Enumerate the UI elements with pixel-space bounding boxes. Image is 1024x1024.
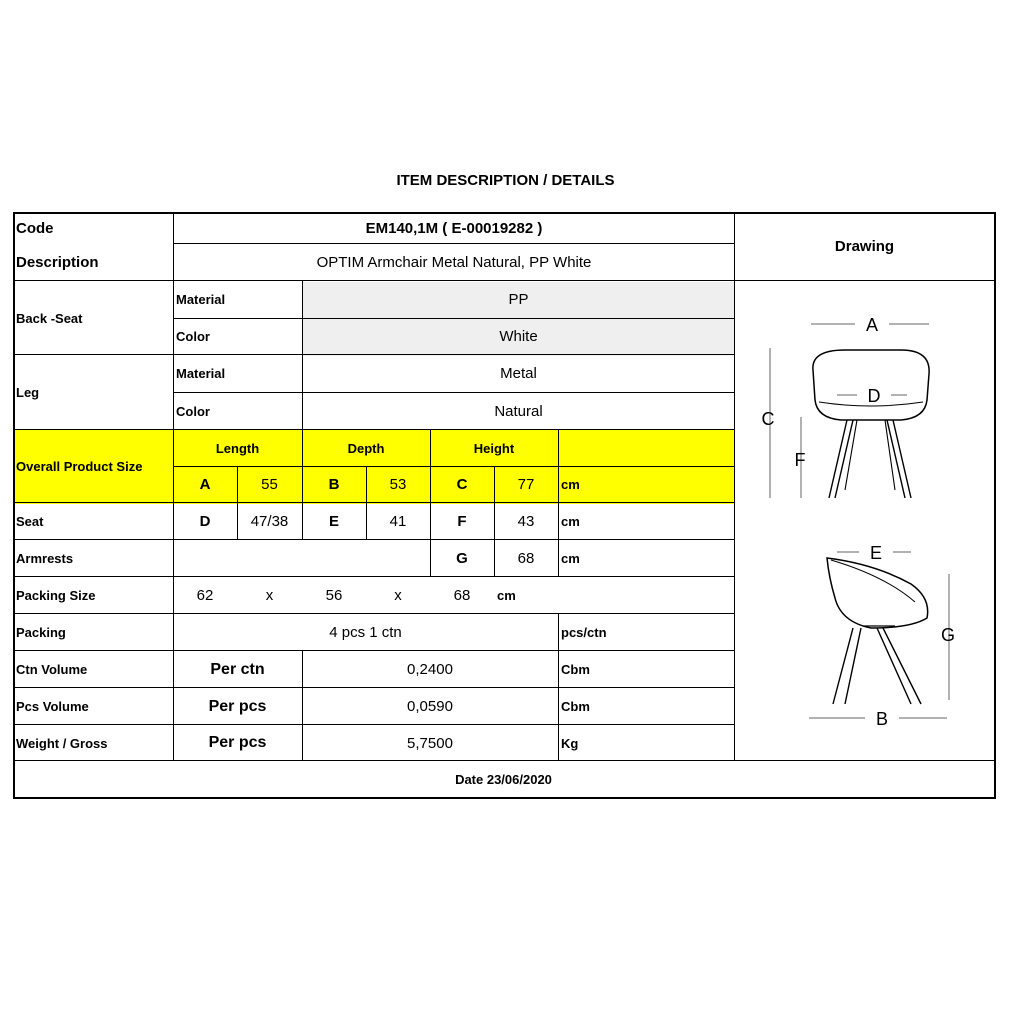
pcs-volume-unit: Cbm bbox=[561, 699, 590, 714]
back-seat-color-label: Color bbox=[176, 329, 210, 344]
ctn-volume-label: Ctn Volume bbox=[16, 662, 88, 677]
description-label: Description bbox=[16, 254, 99, 271]
dim-d-value: 47/38 bbox=[250, 513, 289, 530]
overall-size-label: Overall Product Size bbox=[16, 459, 143, 474]
date-footer: Date 23/06/2020 bbox=[455, 771, 552, 787]
description-value: OPTIM Armchair Metal Natural, PP White bbox=[316, 254, 592, 271]
leg-label: Leg bbox=[16, 385, 40, 400]
pcs-volume-value: 0,0590 bbox=[407, 698, 453, 715]
letter-d: D bbox=[867, 386, 881, 406]
weight-unit: Kg bbox=[561, 735, 579, 751]
chair-side-view bbox=[809, 552, 949, 718]
chair-dimension-drawing bbox=[735, 282, 994, 760]
weight-label: Weight / Gross bbox=[16, 735, 108, 751]
dim-f-value: 43 bbox=[517, 513, 535, 530]
depth-header: Depth bbox=[347, 440, 385, 456]
back-seat-material-value: PP bbox=[508, 291, 529, 308]
letter-a: A bbox=[865, 315, 879, 335]
packing-size-unit: cm bbox=[497, 588, 516, 603]
pcs-volume-label: Pcs Volume bbox=[16, 699, 89, 714]
dim-e-value: 41 bbox=[389, 513, 407, 530]
length-header: Length bbox=[215, 440, 260, 456]
packing-value: 4 pcs 1 ctn bbox=[329, 624, 402, 641]
armrests-label: Armrests bbox=[16, 551, 74, 566]
packing-size-label: Packing Size bbox=[16, 588, 96, 603]
dim-f-label: F bbox=[457, 513, 467, 530]
seat-unit: cm bbox=[561, 514, 580, 529]
seat-label: Seat bbox=[16, 514, 44, 529]
packing-size-x: x bbox=[394, 587, 402, 604]
dimension-letters bbox=[762, 315, 956, 729]
letter-g: G bbox=[940, 625, 956, 645]
packing-unit: pcs/ctn bbox=[561, 625, 607, 640]
packing-size-x: x bbox=[265, 587, 274, 604]
dim-b-label: B bbox=[328, 476, 340, 493]
pcs-volume-per: Per pcs bbox=[208, 697, 267, 715]
height-header: Height bbox=[473, 440, 515, 456]
packing-size-depth: 56 bbox=[325, 587, 343, 604]
dim-b-value: 53 bbox=[389, 476, 407, 493]
code-label: Code bbox=[16, 219, 54, 237]
dim-a-label: A bbox=[199, 476, 211, 493]
ctn-volume-unit: Cbm bbox=[561, 662, 590, 677]
weight-value: 5,7500 bbox=[407, 734, 453, 752]
code-value: EM140,1M ( E-00019282 ) bbox=[365, 219, 543, 237]
dim-c-label: C bbox=[456, 476, 468, 493]
letter-e: E bbox=[869, 543, 883, 563]
back-seat-label: Back -Seat bbox=[16, 310, 83, 326]
dim-g-value: 68 bbox=[517, 550, 535, 567]
armrests-unit: cm bbox=[561, 551, 580, 566]
chair-front-view bbox=[770, 324, 929, 498]
letter-b: B bbox=[875, 709, 889, 729]
dim-a-value: 55 bbox=[261, 476, 278, 493]
product-spec-sheet bbox=[13, 212, 996, 799]
leg-color-label: Color bbox=[176, 403, 210, 419]
leg-material-label: Material bbox=[176, 366, 226, 381]
dim-d-label: D bbox=[199, 513, 211, 530]
dim-c-value: 77 bbox=[517, 476, 535, 493]
page-title: ITEM DESCRIPTION / DETAILS bbox=[396, 172, 615, 189]
packing-label: Packing bbox=[16, 625, 66, 640]
packing-size-height: 68 bbox=[453, 587, 471, 604]
overall-unit: cm bbox=[561, 477, 580, 492]
back-seat-color-value: White bbox=[499, 328, 538, 345]
ctn-volume-value: 0,2400 bbox=[407, 661, 453, 678]
leg-material-value: Metal bbox=[500, 365, 537, 382]
letter-f: F bbox=[794, 450, 806, 470]
leg-color-value: Natural bbox=[494, 402, 543, 420]
drawing-header: Drawing bbox=[834, 238, 895, 255]
ctn-volume-per: Per ctn bbox=[210, 660, 265, 678]
dim-g-label: G bbox=[456, 550, 468, 567]
weight-per: Per pcs bbox=[208, 734, 267, 751]
packing-size-length: 62 bbox=[196, 587, 214, 604]
back-seat-material-label: Material bbox=[176, 292, 226, 307]
dim-e-label: E bbox=[328, 513, 339, 530]
letter-c: C bbox=[761, 409, 775, 429]
